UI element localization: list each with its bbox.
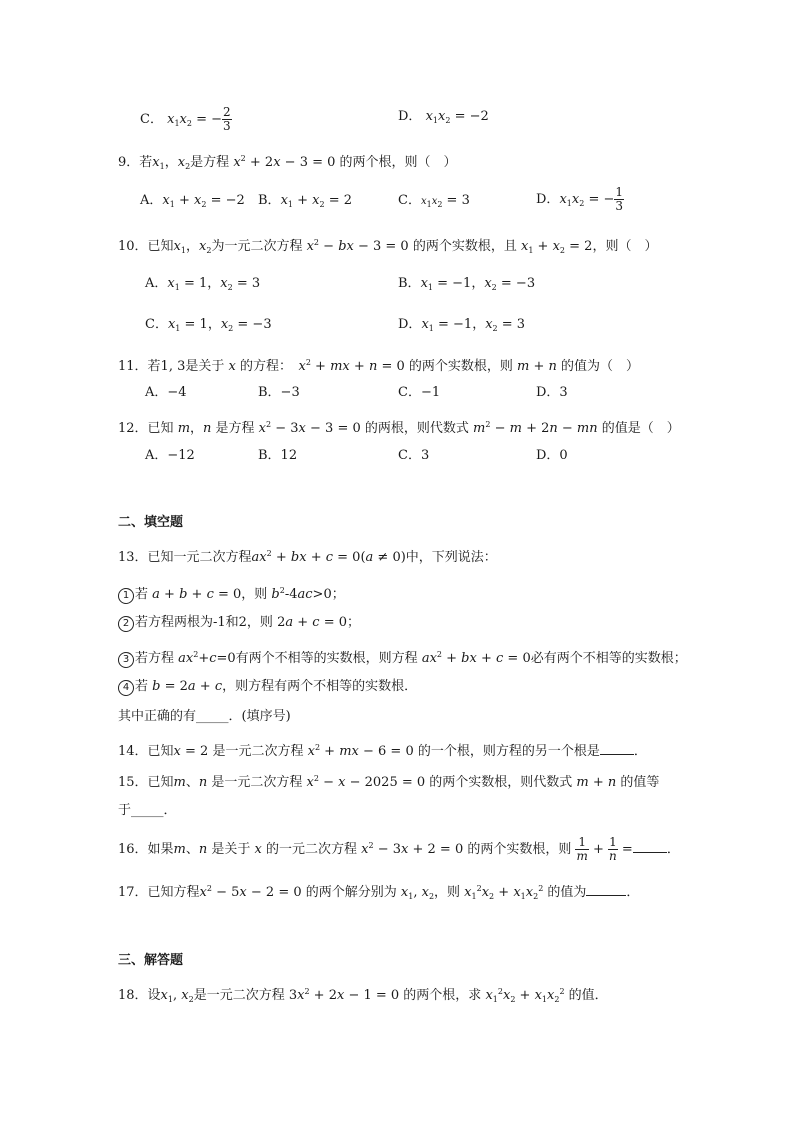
q11-option-c: C．−1 — [398, 385, 441, 400]
circled-number-3-icon: 3 — [118, 652, 134, 668]
fraction: $\frac{2}{3}$ — [223, 105, 231, 133]
circled-number-1-icon: 1 — [118, 588, 134, 604]
q12-stem: 12．已知 m，n 是方程 $x^2 - 3x - 3 = 0$ 的两根，则代数式 $m^2 - m + 2n$ − mn 的值是（ ） — [118, 420, 680, 436]
q18-stem: 18．设$x_1$, $x_2$是一元二次方程 $3x^2 + 2x - 1 = 0$ 的两个根，求 $x_1^2x_2 + x_1x_2^2$ 的值． — [118, 987, 608, 1004]
q11-stem: 11．若1, 3是关于 x 的方程： $x^2$ + mx + n = 0 的两个实数根，则 m + n 的值为（ ） — [118, 358, 640, 374]
q12-option-c: C．3 — [398, 448, 430, 463]
q11-option-b: B．−3 — [258, 385, 300, 400]
q9-stem: 9．若$x_1$，$x_2$是方程 $x^2 + 2x - 3 = 0$ 的两个根，则（ ） — [118, 154, 457, 171]
answer-blank — [600, 742, 634, 755]
q13-stem: 13．已知一元二次方程$ax^2$ + bx + c = 0(a ≠ 0)中，下列说法： — [118, 549, 497, 565]
q12-option-d: D．0 — [536, 448, 568, 463]
q10-option-a: A．$x_1 = 1$，$x_2 = 3$ — [145, 276, 261, 292]
q17-stem: 17．已知方程$x^2 - 5x - 2 = 0$ 的两个解分别为 $x_1$, $x_2$，则 $x_1^2x_2 + x_1x_2^2$ 的值为 ． — [118, 884, 640, 901]
q15-stem: 15．已知m、n 是一元二次方程 $x^2 - x - 2025 = 0$ 的两个实数根，则代数式 m + n 的值等 — [118, 774, 660, 790]
answer-blank — [586, 883, 626, 896]
section-title-fill-in: 二、填空题 — [118, 515, 184, 530]
q8-option-c: C． $x_1x_2$ = − $\frac{2}{3}$ — [140, 105, 231, 133]
q16-stem: 16．如果m、n 是关于 x 的一元二次方程 $x^2 - 3x + 2 = 0$ 的两个实数根，则 $\frac{1}{m}$ + $\frac{1}{n}$ = ． — [118, 835, 680, 863]
q13-statement-3: 3 若方程 $ax^2+c=0$有两个不相等的实数根，则方程 $ax^2$ + bx + c = 0必有两个不相等的实数根； — [118, 646, 687, 668]
q11-option-a: A．−4 — [145, 385, 187, 400]
q11-option-d: D．3 — [536, 385, 568, 400]
q14-stem: 14．已知x = 2 是一元二次方程 $x^2$ + mx − 6 = 0 的一个根，则方程的另一个根是 ． — [118, 743, 647, 759]
q9-option-a: A．$x_1 + x_2 = -2$ — [140, 193, 245, 209]
q10-option-d: D．$x_1 = -1$，$x_2 = 3$ — [398, 317, 526, 333]
answer-blank — [633, 840, 667, 853]
circled-number-2-icon: 2 — [118, 616, 134, 632]
q13-statement-4: 4 若 b = 2a + c，则方程有两个不相等的实数根． — [118, 678, 417, 696]
q10-option-b: B．$x_1 = -1$，$x_2 = -3$ — [398, 276, 536, 292]
q12-option-b: B．12 — [258, 448, 298, 463]
section-title-solve: 三、解答题 — [118, 953, 184, 968]
circled-number-4-icon: 4 — [118, 680, 134, 696]
q9-option-c: C．$x_1x_2 = 3$ — [398, 193, 470, 209]
q15-cont: 于_____． — [118, 803, 177, 818]
q9-option-b: B．$x_1 + x_2 = 2$ — [258, 193, 353, 209]
q13-statement-1: 1 若 a + b + c = 0，则 $b^2-4ac>0$； — [118, 582, 345, 604]
q13-statement-2: 2 若方程两根为-1和2，则 2a + c = 0； — [118, 614, 360, 632]
q8-option-d: D． $x_1x_2 = -2$ — [398, 109, 489, 125]
q9-option-d: D．$x_1x_2$ = − $\frac{1}{3}$ — [536, 185, 624, 213]
q10-stem: 10．已知$x_1$，$x_2$为一元二次方程 $x^2$ − bx − 3 = 0 的两个实数根，且 $x_1 + x_2 = 2$，则（ ） — [118, 238, 658, 255]
q10-option-c: C．$x_1 = 1$，$x_2 = -3$ — [145, 317, 272, 333]
q13-ending: 其中正确的有_____．(填序号) — [118, 709, 291, 724]
q12-option-a: A．−12 — [145, 448, 195, 463]
